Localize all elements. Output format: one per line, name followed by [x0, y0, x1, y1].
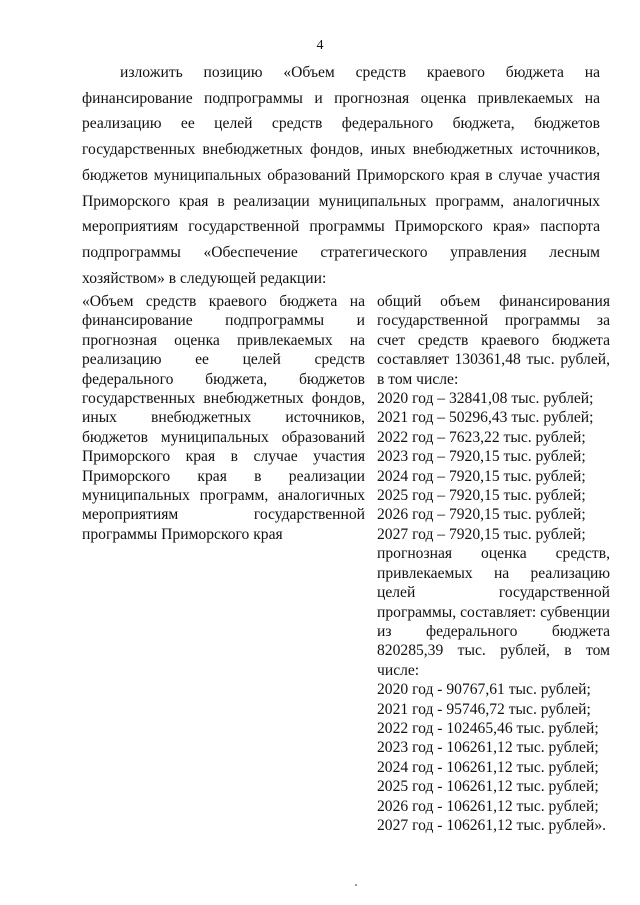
list-item: 2020 год - 90767,61 тыс. рублей; — [377, 681, 591, 699]
federal-forecast-text: прогнозная оценка средств, привлекаемых на реализацию целей государственной программы, составляет: субвенции из федерального бюджета 820285,39 тыс. рублей, в том числе: — [377, 545, 610, 679]
list-item: 2026 год - 106261,12 тыс. рублей; — [377, 797, 599, 815]
intro-paragraph: изложить позицию «Объем средств краевого бюджета на финансирование подпрограммы и прогнозная оценка привлекаемых на реализацию ее целей средств федерального бюджета, бюджетов государственных внебюджетных фондов, иных внебюджетных источников, бюджетов муниципальных образований Приморского края в случае участия Приморского края в реализации муниципальных программ, аналогичных мероприятиям государственной программы Приморского края» паспорта подпрограммы «Обеспечение стратегического управления лесным хозяйством» в следующей редакции: — [82, 64, 600, 287]
federal-by-year-list — [377, 680, 610, 835]
list-item: 2021 год – 50296,43 тыс. рублей; — [377, 409, 594, 427]
list-item: 2021 год - 95746,72 тыс. рублей; — [377, 700, 591, 718]
list-item: 2025 год – 7920,15 тыс. рублей; — [377, 487, 586, 505]
page-number: 4 — [316, 38, 324, 53]
table-right-cell — [377, 292, 610, 835]
list-item: 2024 год - 106261,12 тыс. рублей; — [377, 758, 599, 776]
list-item: 2024 год – 7920,15 тыс. рублей; — [377, 467, 586, 485]
list-item: 2022 год - 102465,46 тыс. рублей; — [377, 719, 599, 737]
table-left-cell: «Объем средств краевого бюджета на финансирование подпрограммы и прогнозная оценка привлекаемых на реализацию ее целей средств федерального бюджета, бюджетов государственных внебюджетных фондов, иных внебюджетных источников, бюджетов муниципальных образований Приморского края в случае участия Приморского края в реализации муниципальных программ, аналогичных мероприятиям государственной программы Приморского края — [82, 293, 365, 543]
list-item: 2026 год – 7920,15 тыс. рублей; — [377, 506, 586, 524]
list-item: 2027 год - 106261,12 тыс. рублей». — [377, 816, 607, 834]
list-item: 2022 год – 7623,22 тыс. рублей; — [377, 428, 586, 446]
regional-by-year-list — [377, 389, 610, 544]
list-item: 2027 год – 7920,15 тыс. рублей; — [377, 525, 586, 543]
list-item: 2023 год – 7920,15 тыс. рублей; — [377, 448, 586, 466]
regional-total-text: общий объем финансирования государственной программы за счет средств краевого бюджета составляет 130361,48 тыс. рублей, в том числе: — [377, 293, 610, 388]
scan-artifact-dot — [355, 884, 357, 886]
list-item: 2023 год - 106261,12 тыс. рублей; — [377, 739, 599, 757]
list-item: 2020 год – 32841,08 тыс. рублей; — [377, 390, 594, 408]
list-item: 2025 год - 106261,12 тыс. рублей; — [377, 778, 599, 796]
